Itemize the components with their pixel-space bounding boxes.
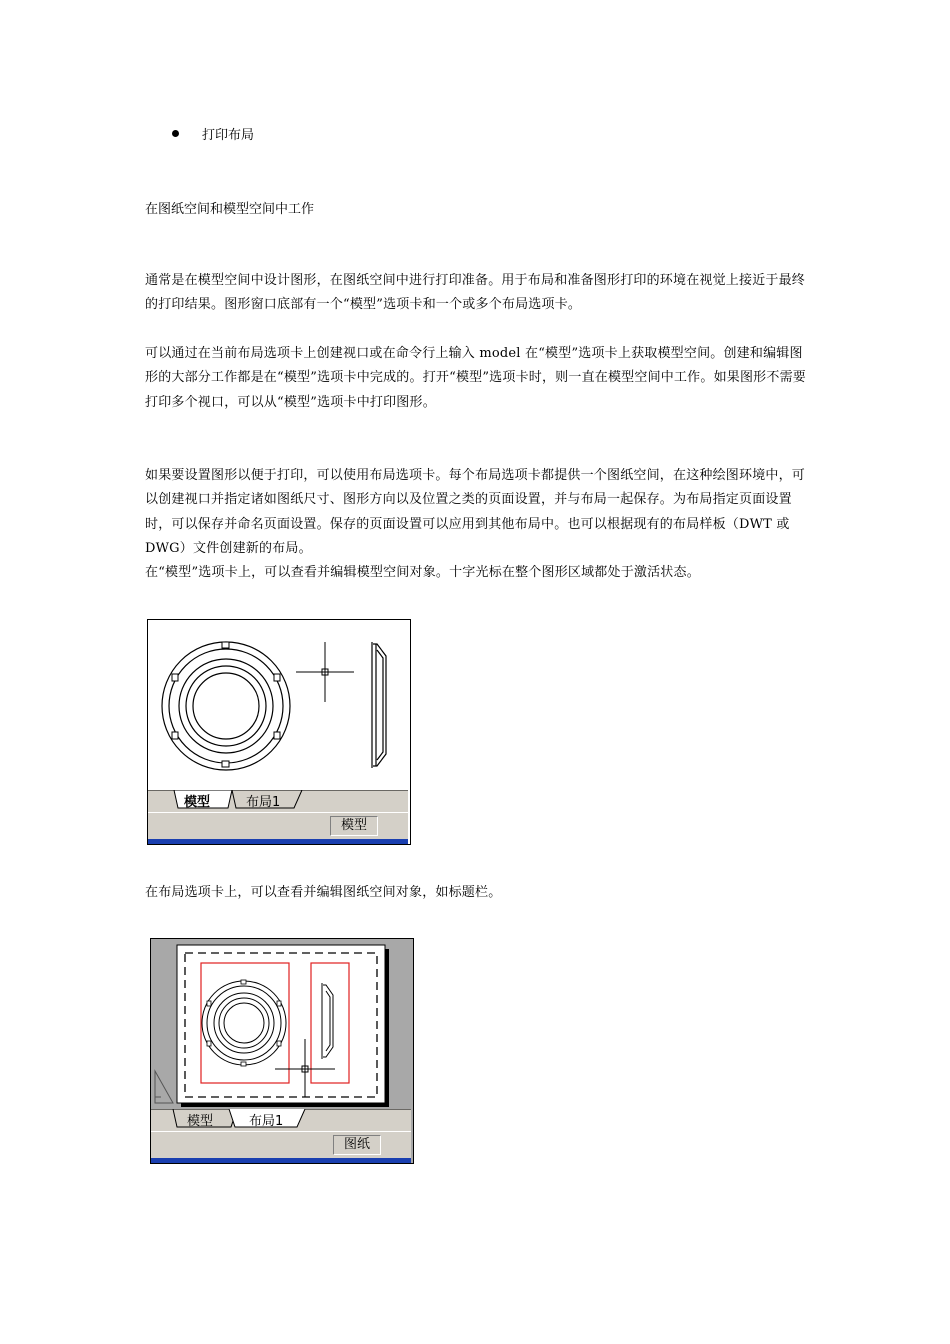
status-paper-button[interactable]: 图纸: [333, 1135, 381, 1155]
status-model-button[interactable]: 模型: [330, 816, 378, 836]
bullet-dot: [172, 130, 179, 137]
bullet-item-print-layout: 打印布局: [202, 128, 255, 143]
tab-layout1[interactable]: 布局1: [246, 795, 281, 810]
layout-space-figure: [150, 938, 414, 1164]
tab-area: [148, 790, 408, 844]
paragraph-4: 在“模型”选项卡上，可以查看并编辑模型空间对象。十字光标在整个图形区域都处于激活状态。: [145, 565, 700, 580]
blue-border-bar: [151, 1158, 411, 1163]
tab-model[interactable]: 模型: [187, 1114, 214, 1129]
tab-layout1[interactable]: 布局1: [249, 1114, 284, 1129]
paragraph-3: 如果要设置图形以便于打印，可以使用布局选项卡。每个布局选项卡都提供一个图纸空间，在这种绘图环境中，可以创建视口并指定诸如图纸尺寸、图形方向以及位置之类的页面设置，并与布局一起保存。为布局指定页面设置时，可以保存并命名页面设置。保存的页面设置可以应用到其他布局中。也可以根据现有的布局样板（DWT 或 DWG）文件创建新的布局。: [145, 468, 806, 557]
layout-drawing: [151, 939, 411, 1109]
blue-border-bar: [148, 839, 408, 844]
model-space-figure: [147, 619, 411, 845]
model-drawing: [148, 620, 408, 790]
tab-model[interactable]: 模型: [184, 795, 211, 810]
tab-area-layout: [151, 1109, 411, 1163]
paragraph-5: 在布局选项卡上，可以查看并编辑图纸空间对象，如标题栏。: [145, 885, 502, 900]
paragraph-1: 通常是在模型空间中设计图形，在图纸空间中进行打印准备。用于布局和准备图形打印的环境在视觉上接近于最终的打印结果。图形窗口底部有一个“模型”选项卡和一个或多个布局选项卡。: [145, 273, 806, 313]
paragraph-2: 可以通过在当前布局选项卡上创建视口或在命令行上输入 model 在“模型”选项卡上获取模型空间。创建和编辑图形的大部分工作都是在“模型”选项卡中完成的。打开“模型”选项卡时，则一直在模型空间中工作。如果图形不需要打印多个视口，可以从“模型”选项卡中打印图形。: [145, 346, 806, 410]
section-heading: 在图纸空间和模型空间中工作: [145, 202, 315, 217]
